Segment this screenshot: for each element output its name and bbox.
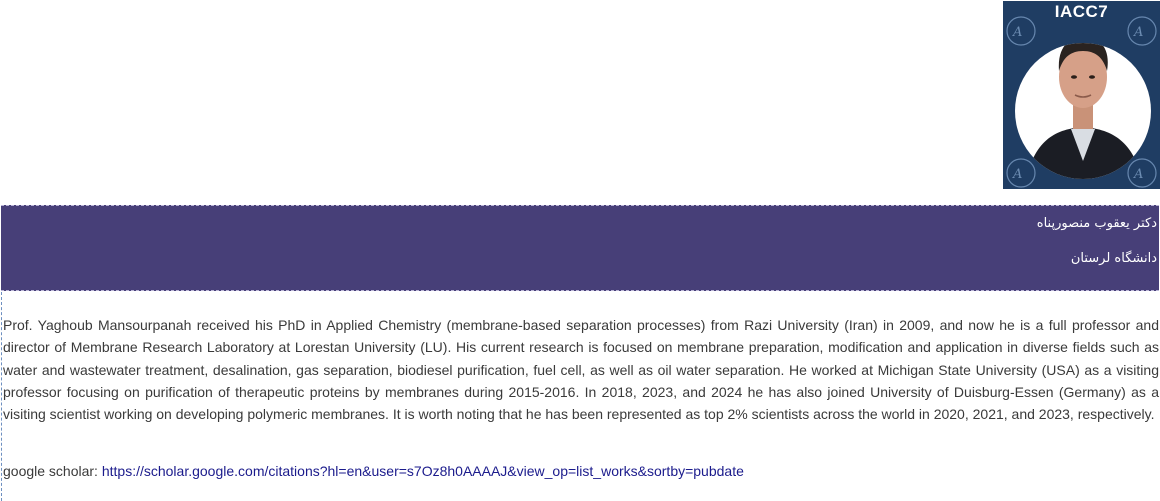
speaker-name: دکتر یعقوب منصورپناه (1036, 216, 1157, 231)
svg-text:A: A (1013, 167, 1023, 182)
speaker-affiliation: دانشگاه لرستان (1070, 251, 1157, 266)
event-badge: IACC7 (1054, 2, 1109, 21)
svg-text:A: A (1134, 167, 1144, 182)
svg-text:A: A (1134, 25, 1144, 40)
scholar-line (3, 463, 744, 479)
scholar-label: google scholar: (3, 463, 102, 479)
bio-section (1, 292, 1159, 501)
bio-text: Prof. Yaghoub Mansourpanah received his PhD in Applied Chemistry (membrane-based separation processes) from Razi University (Iran) in 2009, and now he is a full professor and director of Membrane Research Laboratory at Lorestan University (LU). His current research is focused on membrane preparation, modification and application in diverse fields such as water and wastewater treatment, desalination, gas separation, biodiesel purification, fuel cell, as well as oil water separation. He worked at Michigan State University (USA) as a visiting professor focusing on purification of therapeutic proteins by membranes during 2015-2016. In 2018, 2023, and 2024 he has also joined University of Duisburg-Essen (Germany) as a visiting scientist working on developing polymeric membranes. It is worth noting that he has been represented as top 2% scientists across the world in 2020, 2021, and 2023, respectively. (3, 317, 1159, 423)
profile-photo (1003, 1, 1160, 189)
scholar-link[interactable]: https://scholar.google.com/citations?hl=en&user=s7Oz8h0AAAAJ&view_op=list_works&sortby=pubdate (101, 463, 744, 479)
portrait-image (1003, 1, 1160, 189)
svg-text:A: A (1013, 25, 1023, 40)
name-banner (1, 205, 1159, 291)
